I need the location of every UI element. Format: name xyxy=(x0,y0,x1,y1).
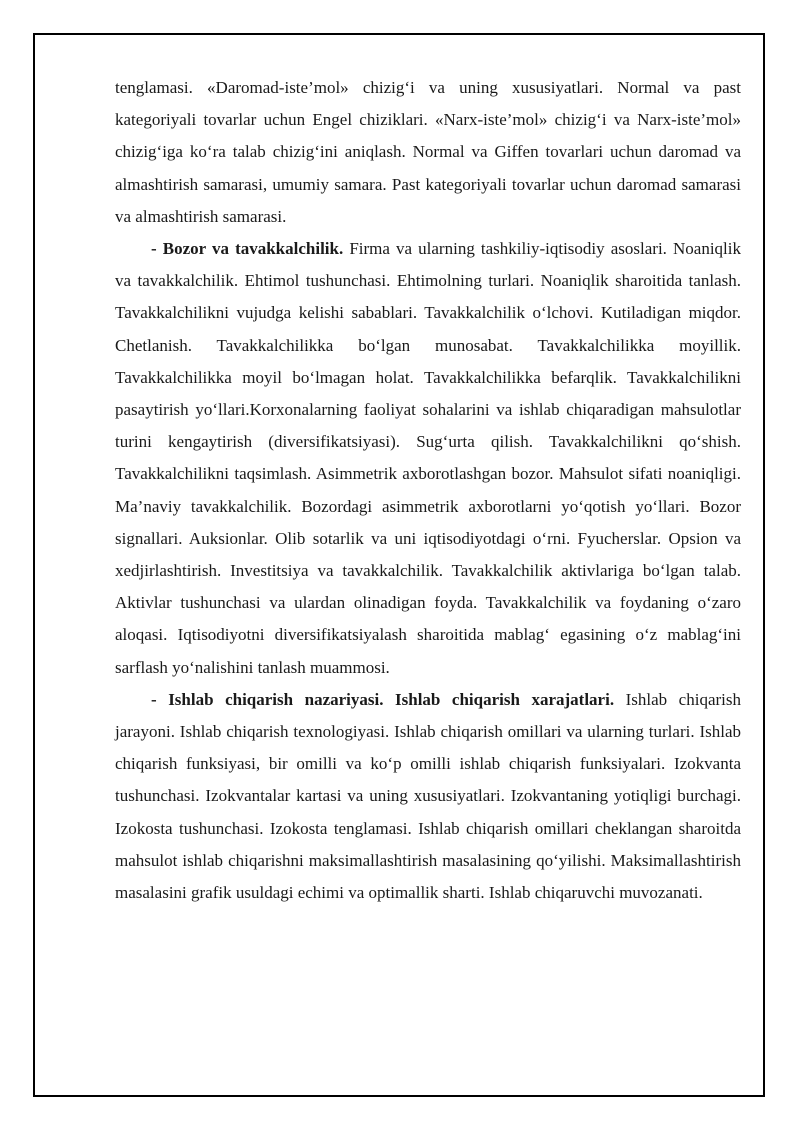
section-heading: - Bozor va tavakkalchilik. xyxy=(151,239,344,259)
paragraph-text: Firma va ularning tashkiliy-iqtisodiy asoslari. Noaniqlik va tavakkalchilik. Ehtimol tushunchasi. Ehtimolning turlari. Noaniqlik sharoitida tanlash. Tavakkalchilikni vujudga kelishi sabablari. Tavakkalchilik o‘lchovi. Kutiladigan miqdor. Chetlanish. Tavakkalchilikka bo‘lgan munosabat. Tavakkalchilikka moyillik. Tavakkalchilikka moyil bo‘lmagan holat. Tavakkalchilikka befarqlik. Tavakkalchilikni pasaytirish yo‘llari.Korxonalarning faoliyat sohalarini va ishlab chiqaradigan mahsulotlar turini kengaytirish (diversifikatsiyasi). Sug‘urta qilish. Tavakkalchilikni qo‘shish. Tavakkalchilikni taqsimlash. Asimmetrik axborotlashgan bozor. Mahsulot sifati noaniqligi. Ma’naviy tavakkalchilik. Bozordagi asimmetrik axborotlarni yo‘qotish yo‘llari. Bozor signallari. Auksionlar. Olib sotarlik va uni iqtisodiyotdagi o‘rni. Fyucherslar. Opsion va xedjirlashtirish. Investitsiya va tavakkalchilik. Tavakkalchilik aktivlariga bo‘lgan talab. Aktivlar tushunchasi va ulardan olinadigan foyda. Tavakkalchilik va foydaning o‘zaro aloqasi. Iqtisodiyotni diversifikatsiyalash sharoitida mablag‘ egasining o‘z mablag‘ini sarflash yo‘nalishini tanlash muammosi. xyxy=(115,239,741,677)
section-heading: - Ishlab chiqarish nazariyasi. Ishlab chiqarish xarajatlari. xyxy=(151,689,615,709)
document-body xyxy=(115,72,741,909)
paragraph-text: Ishlab chiqarish jarayoni. Ishlab chiqarish texnologiyasi. Ishlab chiqarish omillari va ularning turlari. Ishlab chiqarish funksiyasi, bir omilli va ko‘p omilli ishlab chiqarish funksiyalari. Izokvanta tushunchasi. Izokvantalar kartasi va uning xususiyatlari. Izokvantaning yotiqligi burchagi. Izokosta tushunchasi. Izokosta tenglamasi. Ishlab chiqarish omillari cheklangan sharoitda mahsulot ishlab chiqarishni maksimallashtirish masalasining qo‘yilishi. Maksimallashtirish masalasini grafik usuldagi echimi va optimallik sharti. Ishlab chiqaruvchi muvozanati. xyxy=(115,689,741,903)
paragraph-ishlab-chiqarish-nazariyasi xyxy=(115,684,741,909)
paragraph-continuation xyxy=(115,72,741,233)
paragraph-text: tenglamasi. «Daromad-iste’mol» chizig‘i va uning xususiyatlari. Normal va past kategoriyali tovarlar uchun Engel chiziklari. «Narx-iste’mol» chizig‘i va Narx-iste’mol» chizig‘iga ko‘ra talab chizig‘ini aniqlash. Normal va Giffen tovarlari uchun daromad va almashtirish samarasi, umumiy samara. Past kategoriyali tovarlar uchun daromad samarasi va almashtirish samarasi. xyxy=(115,78,741,226)
paragraph-bozor-va-tavakkalchilik xyxy=(115,233,741,684)
